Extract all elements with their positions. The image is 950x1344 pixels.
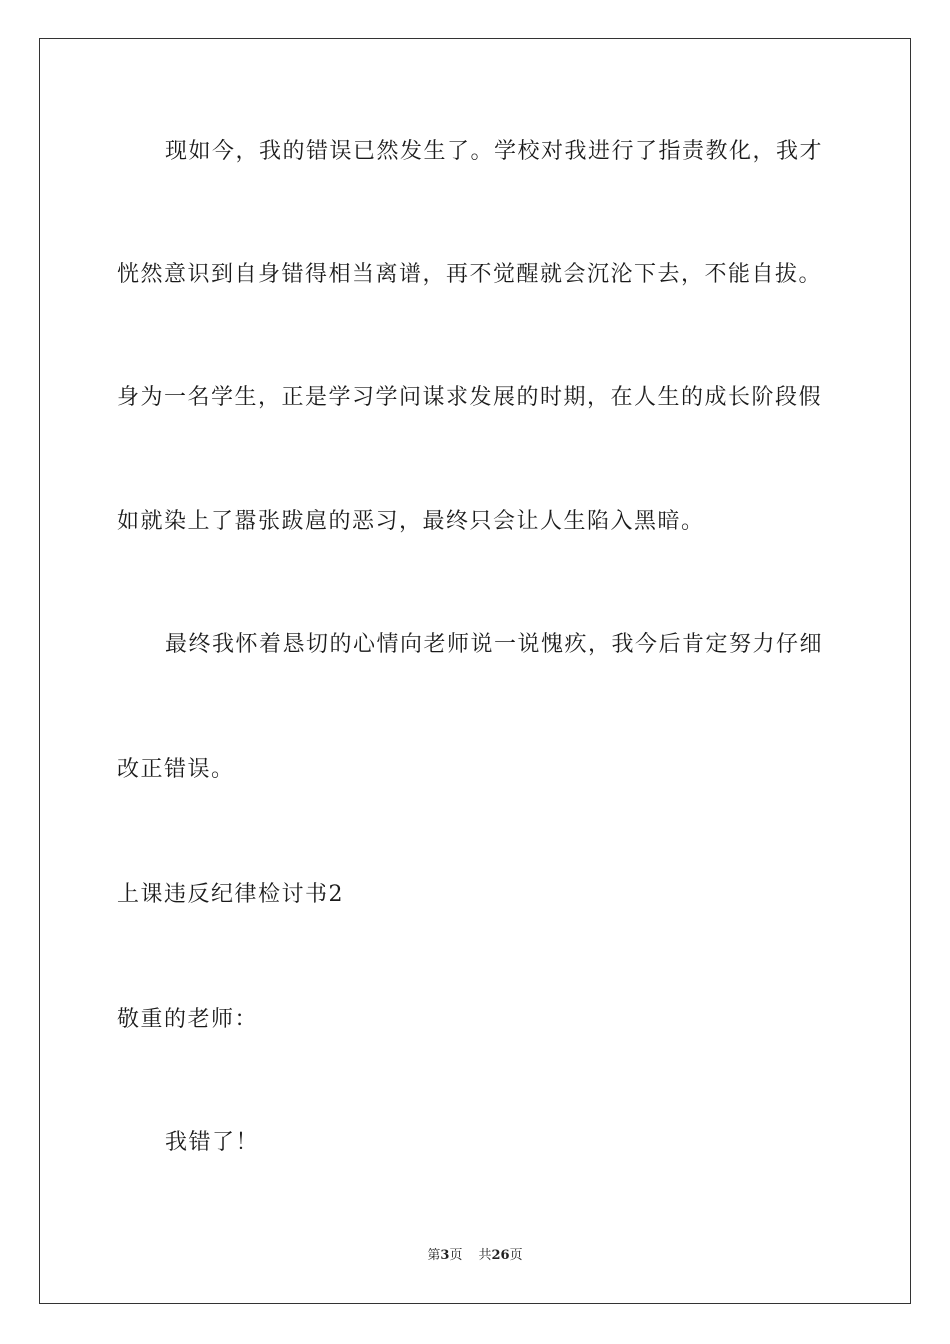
page-footer — [0, 1247, 950, 1265]
total-prefix: 共 — [478, 1248, 492, 1263]
paragraph-line: 改正错误。 — [117, 757, 235, 782]
paragraph-line: 最终我怀着恳切的心情向老师说一说愧疚，我今后肯定努力仔细 — [165, 632, 824, 657]
paragraph-line: 我错了！ — [165, 1130, 260, 1155]
page-suffix: 页 — [449, 1248, 463, 1263]
paragraph-line: 身为一名学生，正是学习学问谋求发展的时期，在人生的成长阶段假 — [117, 385, 823, 410]
section-title: 上课违反纪律检讨书2 — [117, 882, 344, 907]
page-prefix: 第 — [427, 1248, 441, 1263]
paragraph-line: 恍然意识到自身错得相当离谱，再不觉醒就会沉沦下去，不能自拔。 — [117, 262, 823, 287]
page-number: 3 — [440, 1248, 450, 1263]
total-pages: 26 — [491, 1248, 510, 1263]
total-suffix: 页 — [509, 1248, 523, 1263]
paragraph-line: 现如今，我的错误已然发生了。学校对我进行了指责教化，我才 — [165, 139, 824, 164]
paragraph-line: 如就染上了嚣张跋扈的恶习，最终只会让人生陷入黑暗。 — [117, 509, 705, 534]
salutation: 敬重的老师： — [117, 1007, 259, 1032]
page-border — [39, 38, 911, 1304]
